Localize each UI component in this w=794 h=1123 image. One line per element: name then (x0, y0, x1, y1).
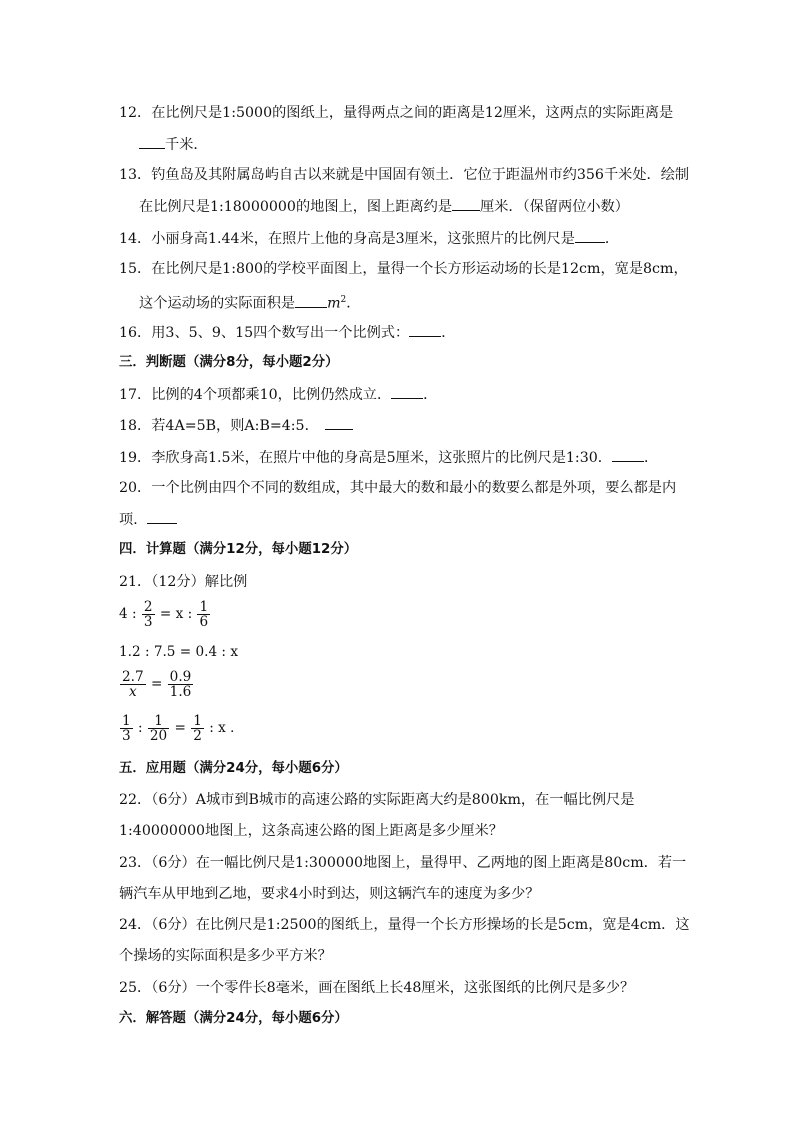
eq1-f2-num: 1 (199, 599, 209, 615)
equation-2: 1.2 : 7.5 = 0.4 : x (119, 644, 238, 660)
answer-blank[interactable] (612, 447, 644, 462)
eq4-f1-num: 1 (122, 713, 131, 729)
answer-blank[interactable] (147, 509, 177, 524)
eq3-frac1 (120, 670, 146, 699)
eq3-eq: = (150, 676, 163, 692)
q17-line (119, 384, 684, 405)
q18-text-a: 18．若4A=5B，则A:B=4:5． (119, 418, 319, 434)
answer-blank[interactable] (452, 196, 480, 211)
answer-blank[interactable] (139, 134, 165, 149)
answer-blank[interactable] (325, 415, 353, 430)
eq1-f2-den: 6 (199, 614, 209, 630)
eq3-f1-den: x (128, 684, 137, 700)
q20-line2-text: 项． (119, 512, 148, 528)
q20-line2 (119, 509, 684, 530)
section6-heading: 六．解答题（满分24分，每小题6分） (119, 1011, 348, 1026)
eq1-b: = x : (159, 606, 193, 622)
q16-text-a: 16．用3、5、9、15四个数写出一个比例式： (119, 325, 410, 341)
q18-line (119, 415, 684, 436)
eq4-f1-den: 3 (122, 728, 131, 744)
eq4-frac2 (148, 714, 169, 743)
q15-unit-sup: 2 (340, 295, 347, 305)
section3-heading: 三．判断题（满分8分，每小题2分） (119, 355, 339, 370)
eq3-frac2 (168, 670, 194, 699)
eq3-f2-num: 0.9 (169, 669, 192, 685)
q19-line (119, 447, 684, 468)
q24-line2: 个操场的实际面积是多少平方米？ (119, 948, 332, 964)
q19-text-b: ． (643, 450, 659, 466)
equation-3 (119, 670, 194, 699)
q20-line1: 20．一个比例由四个不同的数组成，其中最大的数和最小的数要么都是外项，要么都是内 (119, 480, 677, 496)
equation-1 (119, 600, 211, 629)
eq4-tail: : x ． (209, 720, 244, 736)
eq1-a: 4 : (119, 606, 137, 622)
q12-line2-text: 千米． (165, 137, 208, 153)
section4-heading: 四．计算题（满分12分，每小题12分） (119, 542, 358, 557)
answer-blank[interactable] (409, 322, 441, 337)
eq4-f3-num: 1 (193, 713, 202, 729)
eq3-f2-den: 1.6 (169, 684, 192, 700)
answer-blank[interactable] (391, 384, 423, 399)
equation-4 (119, 714, 244, 743)
q13-line2 (139, 196, 684, 217)
q14-line (119, 228, 684, 249)
answer-blank[interactable] (575, 228, 605, 243)
q15-line2 (139, 290, 684, 314)
q21-line: 21．（12分）解比例 (119, 574, 248, 590)
answer-blank[interactable] (295, 293, 327, 308)
q16-line (119, 322, 684, 343)
eq1-frac2 (197, 600, 210, 629)
q22-line1: 22．（6分）A城市到B城市的高速公路的实际距离大约是800km，在一幅比例尺是 (119, 792, 635, 808)
q19-text-a: 19．李欣身高1.5米，在照片中他的身高是5厘米，这张照片的比例尺是1:30． (119, 450, 612, 466)
eq1-f1-num: 2 (143, 599, 153, 615)
q17-text-a: 17．比例的4个项都乘10，比例仍然成立． (119, 387, 392, 403)
q23-line1: 23．（6分）在一幅比例尺是1:300000地图上，量得甲、乙两地的图上距离是80cm．若一 (119, 855, 687, 871)
q15-unit: m (327, 295, 341, 312)
q13-line2-b: 厘米．（保留两位小数） (480, 199, 629, 215)
eq4-sep1: : (137, 720, 143, 736)
q15-line1: 15．在比例尺是1:800的学校平面图上，量得一个长方形运动场的长是12cm，宽是8cm， (119, 261, 688, 277)
q22-line2: 1:40000000地图上，这条高速公路的图上距离是多少厘米？ (119, 823, 503, 839)
eq4-f2-num: 1 (148, 714, 169, 729)
q25-line1: 25．（6分）一个零件长8毫米，画在图纸上长48厘米，这张图纸的比例尺是多少？ (119, 980, 635, 996)
q23-line2: 辆汽车从甲地到乙地，要求4小时到达，则这辆汽车的速度为多少？ (119, 886, 540, 902)
eq4-f2-den: 20 (149, 728, 168, 744)
q17-text-b: ． (423, 387, 438, 403)
eq4-frac1 (120, 714, 133, 743)
eq3-f1-num: 2.7 (122, 669, 144, 685)
q15-line2-c: ． (346, 295, 361, 312)
eq1-f1-den: 3 (143, 614, 153, 630)
q15-line2-a: 这个运动场的实际面积是 (139, 295, 296, 312)
q24-line1: 24．（6分）在比例尺是1:2500的图纸上，量得一个长方形操场的长是5cm，宽是4cm．这 (119, 917, 690, 933)
eq4-eq: = (174, 720, 186, 736)
q12-line1: 12．在比例尺是1:5000的图纸上，量得两点之间的距离是12厘米，这两点的实际距离是 (119, 105, 674, 121)
eq4-frac3 (191, 714, 204, 743)
eq1-frac1 (142, 600, 155, 629)
q13-line2-a: 在比例尺是1:18000000的地图上，图上距离约是 (139, 199, 453, 215)
q13-line1: 13．钓鱼岛及其附属岛屿自古以来就是中国固有领土．它位于距温州市约356千米处．绘制 (119, 167, 690, 183)
section5-heading: 五．应用题（满分24分，每小题6分） (119, 761, 348, 776)
eq4-f3-den: 2 (193, 728, 202, 744)
q12-line2 (139, 134, 684, 155)
q16-text-b: ． (441, 325, 456, 341)
q14-text-a: 14．小丽身高1.44米，在照片上他的身高是3厘米，这张照片的比例尺是 (119, 231, 575, 247)
q14-text-b: ． (604, 231, 620, 247)
